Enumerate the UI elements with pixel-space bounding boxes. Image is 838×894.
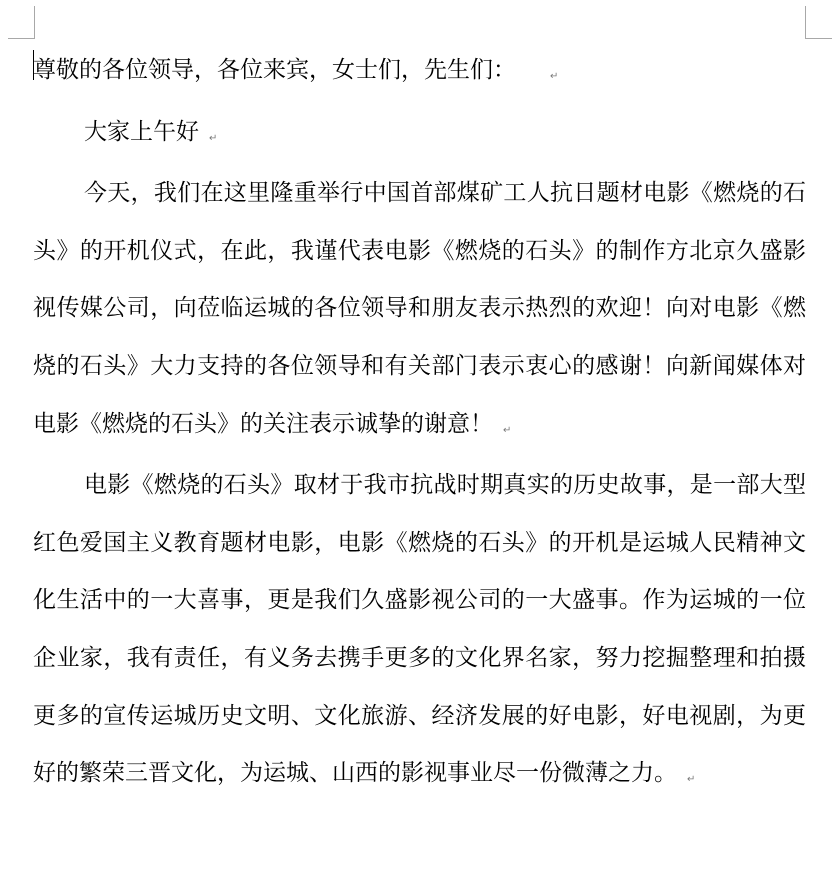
paragraph-greeting[interactable] — [33, 104, 806, 166]
crop-mark-top-right-icon — [805, 6, 832, 39]
paragraph-text: 尊敬的各位领导，各位来宾，女士们，先生们： — [33, 57, 516, 83]
paragraph-mark-icon: ↵ — [209, 132, 218, 144]
paragraph-text: 电影《燃烧的石头》取材于我市抗战时期真实的历史故事，是一部大型红色爱国主义教育题材电影，电影《燃烧的石头》的开机是运城人民精神文化生活中的一大喜事，更是我们久盛影视公司的一大盛事。作为运城的一位企业家，我有责任，有义务去携手更多的文化界名家，努力挖掘整理和拍摄更多的宣传运城历史文明、文化旅游、经济发展的好电影，好电视剧，为更好的繁荣三晋文化，为运城、山西的影视事业尽一份微薄之力。 — [33, 472, 806, 787]
paragraph-welcome[interactable] — [33, 165, 806, 457]
paragraph-mark-icon: ↵ — [550, 71, 559, 82]
paragraph-mark-icon: ↵ — [687, 774, 696, 786]
paragraph-text: 今天，我们在这里隆重举行中国首部煤矿工人抗日题材电影《燃烧的石头》的开机仪式，在此，我谨代表电影《燃烧的石头》的制作方北京久盛影视传媒公司，向莅临运城的各位领导和朋友表示热烈的欢迎！向对电影《燃烧的石头》大力支持的各位领导和有关部门表示衷心的感谢！向新闻媒体对电影《燃烧的石头》的关注表示诚挚的谢意！ — [33, 180, 806, 437]
paragraph-mark-icon: ↵ — [503, 424, 512, 436]
paragraph-text: 大家上午好 — [84, 118, 199, 145]
paragraph-salutation[interactable] — [33, 42, 806, 104]
document-body[interactable] — [33, 42, 806, 807]
crop-mark-top-left-icon — [8, 6, 35, 39]
paragraph-film-description[interactable] — [33, 457, 806, 807]
